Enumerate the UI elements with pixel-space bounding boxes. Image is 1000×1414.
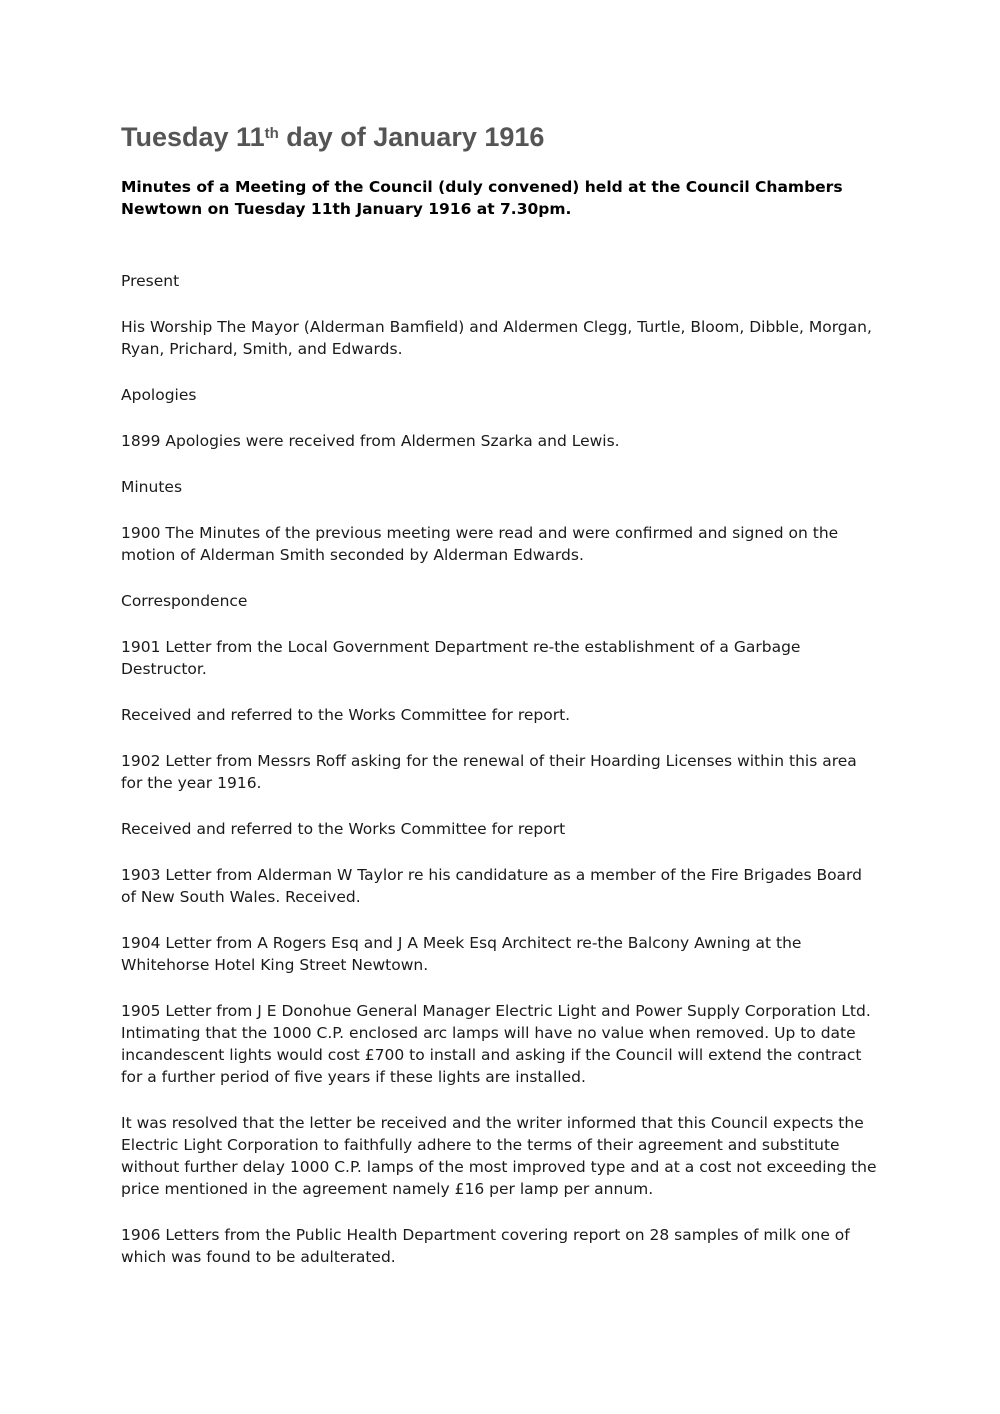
item-1906: 1906 Letters from the Public Health Department covering report on 28 samples of milk one of which was found to be adulterated. (121, 1226, 850, 1266)
document-body (121, 118, 881, 1268)
heading-minutes: Minutes (121, 478, 183, 496)
heading-present: Present (121, 272, 180, 290)
title-rest: day of January 1916 (278, 122, 545, 152)
item-1901-resolution: Received and referred to the Works Committee for report. (121, 706, 571, 724)
title-main: Tuesday 11 (121, 122, 265, 152)
item-1899: 1899 Apologies were received from Aldermen Szarka and Lewis. (121, 432, 620, 450)
item-1900: 1900 The Minutes of the previous meeting were read and were confirmed and signed on the motion of Alderman Smith seconded by Alderman Edwards. (121, 524, 839, 564)
item-1901: 1901 Letter from the Local Government Department re-the establishment of a Garbage Destructor. (121, 638, 801, 678)
title-superscript: th (264, 125, 279, 142)
heading-correspondence: Correspondence (121, 592, 248, 610)
item-1902: 1902 Letter from Messrs Roff asking for the renewal of their Hoarding Licenses within this area for the year 1916. (121, 752, 857, 792)
item-1904: 1904 Letter from A Rogers Esq and J A Meek Esq Architect re-the Balcony Awning at the Whitehorse Hotel King Street Newtown. (121, 934, 802, 974)
item-1903: 1903 Letter from Alderman W Taylor re his candidature as a member of the Fire Brigades Board of New South Wales. Received. (121, 866, 862, 906)
item-1905: 1905 Letter from J E Donohue General Manager Electric Light and Power Supply Corporation Ltd. Intimating that the 1000 C.P. enclosed arc lamps will have no value when removed. Up to date incandescent lights would cost £700 to install and asking if the Council will extend the contract for a further period of five years if these lights are installed. (121, 1002, 871, 1086)
heading-apologies: Apologies (121, 386, 197, 404)
present-list: His Worship The Mayor (Alderman Bamfield) and Aldermen Clegg, Turtle, Bloom, Dibble, Morgan, Ryan, Prichard, Smith, and Edwards. (121, 318, 872, 358)
item-1905-resolution: It was resolved that the letter be received and the writer informed that this Council expects the Electric Light Corporation to faithfully adhere to the terms of their agreement and substitute without further delay 1000 C.P. lamps of the most improved type and at a cost not exceeding the price mentioned in the agreement namely £16 per lamp per annum. (121, 1114, 877, 1198)
meeting-subtitle: Minutes of a Meeting of the Council (duly convened) held at the Council Chambers Newtown on Tuesday 11th January 1916 at 7.30pm. (121, 178, 843, 218)
page-title (121, 118, 881, 156)
item-1902-resolution: Received and referred to the Works Committee for report (121, 820, 566, 838)
